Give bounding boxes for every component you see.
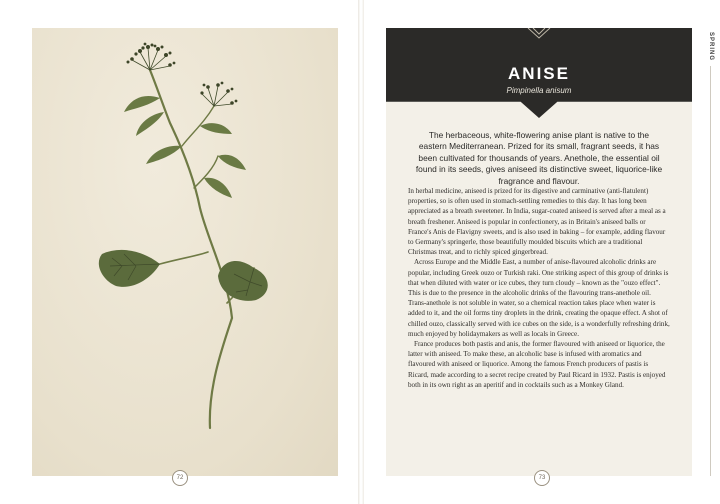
botanical-plate — [32, 28, 338, 476]
section-tab-label: SPRING — [708, 32, 714, 62]
body-paragraph-3: France produces both pastis and anis, the former flavoured with aniseed or liquorice, the latter with aniseed. To make these, an alcoholic base is infused with aromatics and flavoured with aniseed or liquorice. Among the famous French producers of pastis is Ricard, made according to a secret recipe created by Paul Ricard in 1932. Pastis is enjoyed both in its own right as an aperitif and in cocktails such as a Monkey Gland. — [408, 340, 666, 389]
main-stem — [150, 70, 232, 428]
intro-paragraph: The herbaceous, white-flowering anise plant is native to the eastern Mediterranean. Prized for its small, fragrant seeds, it has been cultivated for thousands of years. Anethole, the essential oil found in its seeds, gives aniseed its distinctive sweet, liquorice-like fragrance and flavour. — [415, 130, 663, 186]
leaf-lower-right — [218, 261, 268, 301]
page-number-left: 72 — [172, 470, 188, 486]
text-panel — [386, 28, 692, 476]
leaf-lower-left — [99, 250, 160, 287]
right-page — [364, 0, 720, 504]
latin-name: Pimpinella anisum — [506, 86, 572, 95]
section-tab — [704, 32, 716, 62]
body-paragraph-2: Across Europe and the Middle East, a number of anise-flavoured alcoholic drinks are popular, including Greek ouzo or Turkish raki. One striking aspect of this group of drinks is that when diluted with water or ice cubes, they turn cloudy – known as the "ouzo effect". This is due to the presence in the alcoholic drinks of the flavouring trans-anethole oil. Trans-anethole is not soluble in water, so a chemical reaction takes place when water is added to it, and the oil forms tiny droplets in the drink, creating the opaque effect. A shot of chilled ouzo, classically served with ice cubes on the side, is a wonderfully refreshing drink, much enjoyed by holidaymakers as well as locals in Greece. — [408, 258, 670, 338]
body-paragraph-1: In herbal medicine, aniseed is prized for its digestive and carminative (anti-flatulent) properties, so is often used in stomach-settling remedies to this day. It has long been appreciated as a breath sweetener. In India, sugar-coated aniseed is served after a meal as a breath freshener. Aniseed is popular in confectionery, as in Britain's aniseed balls or France's Anis de Flavigny sweets, and is also used in baking – for example, adding flavour to Germany's springerle, those beautifully moulded biscuits which are a traditional Christmas treat, and to richly spiced gingerbread. — [408, 187, 666, 257]
section-rule — [710, 66, 711, 476]
chevron-ornament-icon — [524, 28, 554, 40]
branch-lower-left — [160, 252, 208, 264]
body-text — [408, 186, 670, 390]
page-number-right: 73 — [534, 470, 550, 486]
feathery-leaves — [124, 96, 246, 198]
umbel-top — [132, 48, 170, 70]
left-page — [0, 0, 358, 504]
page-title: ANISE — [508, 64, 570, 83]
anise-plant-illustration — [32, 28, 338, 476]
seed-clusters — [127, 43, 238, 105]
umbel-right — [202, 86, 232, 106]
